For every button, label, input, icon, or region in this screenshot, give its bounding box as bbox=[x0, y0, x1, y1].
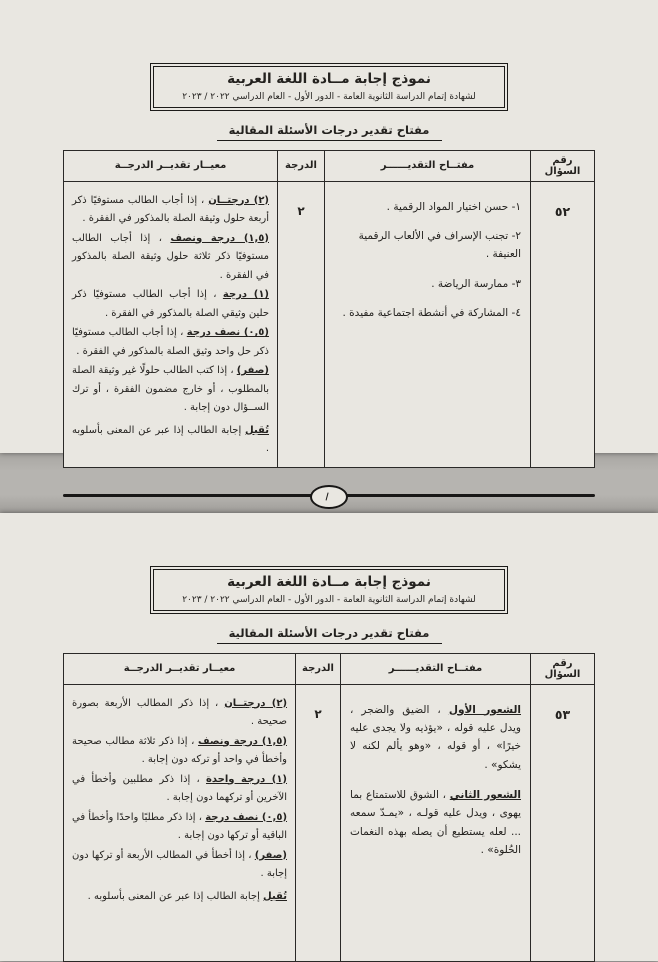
criteria-item bbox=[72, 771, 287, 808]
note-text: إجابة الطالب إذا عبر عن المعنى بأسلوبه . bbox=[87, 890, 264, 902]
table-row bbox=[64, 181, 595, 467]
note-lead: تُقبل bbox=[245, 424, 269, 436]
criteria-item bbox=[72, 230, 269, 286]
page-content bbox=[63, 653, 595, 962]
key-item: ٤- المشاركة في أنشطة اجتماعية مفيدة . bbox=[342, 307, 521, 320]
criteria-lead: (٠,٥) نصف درجة bbox=[186, 327, 269, 339]
answer-key-cell bbox=[341, 684, 531, 961]
criteria-lead: (١,٥) درجة ونصف bbox=[170, 232, 269, 244]
criteria-text: ، إذا أجاب الطالب مستوفيًا ذكر حلين وثيقي الصلة بالمذكور في الفقرة . bbox=[72, 289, 269, 319]
criteria-lead: (١) درجة واحدة bbox=[205, 773, 287, 785]
criteria-lead: (٢) درجتــان bbox=[208, 194, 269, 206]
table-header-row bbox=[64, 653, 595, 684]
col-header-grade: الدرجة bbox=[278, 150, 325, 181]
col-header-criteria: معيــار تقديــر الدرجــة bbox=[64, 150, 278, 181]
criteria-lead: (١,٥) درجة ونصف bbox=[198, 735, 287, 747]
table-row bbox=[64, 684, 595, 961]
key-item: ٢- تجنب الإسراف في الألعاب الرقمية العنيفة . bbox=[358, 229, 521, 261]
criteria-text: ، إذا ذكر مطلبًا واحدًا وأخطأ في الباقية أو تركها دون إجابة . bbox=[72, 811, 287, 842]
key-paragraph bbox=[350, 786, 521, 860]
criteria-item bbox=[72, 847, 287, 884]
criteria-item bbox=[72, 286, 269, 323]
col-header-criteria: معيــار تقديــر الدرجــة bbox=[64, 653, 296, 684]
criteria-text: ، إذا أجاب الطالب مستوفيًا ذكر ثلاثة حلول وثيقة الصلة بالمذكور في الفقرة . bbox=[72, 232, 269, 281]
key-paragraph bbox=[350, 701, 521, 775]
page-content bbox=[63, 150, 595, 468]
criteria-note bbox=[72, 422, 269, 459]
key-lead: الشعور الثاني bbox=[449, 789, 521, 802]
col-header-key: مفتــاح التقديــــــر bbox=[341, 653, 531, 684]
criteria-item bbox=[72, 362, 269, 418]
question-number: ٥٢ bbox=[531, 181, 595, 467]
criteria-text: ، إذا ذكر ثلاثة مطالب صحيحة وأخطأ في واحد أو تركه دون إجابة . bbox=[72, 735, 287, 766]
col-header-question: رقم السؤال bbox=[531, 653, 595, 684]
criteria-item bbox=[72, 192, 269, 229]
criteria-cell bbox=[64, 684, 296, 961]
criteria-item bbox=[72, 733, 287, 770]
note-text: إجابة الطالب إذا عبر عن المعنى بأسلوبه . bbox=[72, 424, 269, 455]
document-subtitle: لشهادة إتمام الدراسة الثانوية العامة - الدور الأول - العام الدراسي ٢٠٢٢ / ٢٠٢٣ bbox=[182, 594, 476, 605]
key-lead: الشعور الأول bbox=[448, 703, 521, 716]
page-end-divider bbox=[0, 484, 658, 508]
grade-value: ٢ bbox=[278, 181, 325, 467]
grade-value: ٢ bbox=[296, 684, 341, 961]
criteria-lead: (١) درجة bbox=[222, 289, 269, 301]
document-header-inner bbox=[153, 569, 505, 611]
scanned-page-1 bbox=[0, 0, 658, 453]
document-header bbox=[150, 63, 508, 111]
note-lead: تُقبل bbox=[263, 890, 287, 902]
section-title: مفتاح تقدير درجات الأسئلة المقالية bbox=[217, 122, 442, 141]
rubric-table bbox=[63, 150, 595, 468]
document-title: نموذج إجابة مــادة اللغة العربية bbox=[227, 71, 431, 87]
document-subtitle: لشهادة إتمام الدراسة الثانوية العامة - الدور الأول - العام الدراسي ٢٠٢٢ / ٢٠٢٣ bbox=[182, 91, 476, 102]
section-title: مفتاح تقدير درجات الأسئلة المقالية bbox=[217, 625, 442, 644]
question-number: ٥٣ bbox=[531, 684, 595, 961]
criteria-text: ، إذا ذكر المطالب الأربعة بصورة صحيحة . bbox=[72, 697, 287, 728]
key-text: ، الضيق والضجر ، ويدل عليه قوله ، «يؤذيه ولا يجدى عليه خيرًا» ، أو قوله ، «وهو يألم لكنه لا يشكو» . bbox=[350, 703, 521, 771]
scanned-page-2 bbox=[0, 513, 658, 961]
criteria-item bbox=[72, 695, 287, 732]
criteria-text: ، إذا أجاب الطالب مستوفيًا ذكر حل واحد وثيق الصلة بالمذكور في الفقرة . bbox=[72, 327, 269, 357]
key-text: ، الشوق للاستمتاع بما يهوى ، ويدل عليه قولـه ، «يمـدّ سمعه ... لعله يستطيع أن يصله بهذه النغمات الحُلوة» . bbox=[350, 789, 521, 857]
criteria-item bbox=[72, 324, 269, 361]
criteria-note bbox=[72, 888, 287, 907]
document-title: نموذج إجابة مــادة اللغة العربية bbox=[227, 574, 431, 590]
table-header-row bbox=[64, 150, 595, 181]
criteria-lead: (صفر) bbox=[254, 849, 287, 861]
answer-key-cell bbox=[325, 181, 531, 467]
criteria-lead: (٠,٥) نصف درجة bbox=[205, 811, 288, 823]
key-item: ١- حسن اختيار المواد الرقمية . bbox=[386, 200, 521, 213]
criteria-cell bbox=[64, 181, 278, 467]
document-header bbox=[150, 566, 508, 614]
document-header-inner bbox=[153, 66, 505, 108]
criteria-text: ، إذا أخطأ في المطالب الأربعة أو تركها دون إجابة . bbox=[72, 849, 287, 880]
rubric-table bbox=[63, 653, 595, 962]
divider-ornament-icon bbox=[310, 485, 348, 509]
key-item: ٣- ممارسة الرياضة . bbox=[431, 277, 521, 290]
criteria-text: ، إذا ذكر مطلبين وأخطأ في الآخرين أو تركهما دون إجابة . bbox=[72, 773, 287, 804]
criteria-item bbox=[72, 809, 287, 846]
criteria-text: ، إذا أجاب الطالب مستوفيًا ذكر أربعة حلول وثيقة الصلة بالمذكور في الفقرة . bbox=[72, 194, 269, 225]
col-header-grade: الدرجة bbox=[296, 653, 341, 684]
criteria-text: ، إذا كتب الطالب حلولًا غير وثيقة الصلة بالمطلوب ، أو خارج مضمون الفقرة ، أو ترك الســؤال دون إجابة . bbox=[72, 365, 269, 414]
criteria-lead: (صفر) bbox=[236, 365, 269, 377]
col-header-key: مفتــاح التقديــــــر bbox=[325, 150, 531, 181]
col-header-question: رقم السؤال bbox=[531, 150, 595, 181]
criteria-lead: (٢) درجتــان bbox=[224, 697, 288, 709]
